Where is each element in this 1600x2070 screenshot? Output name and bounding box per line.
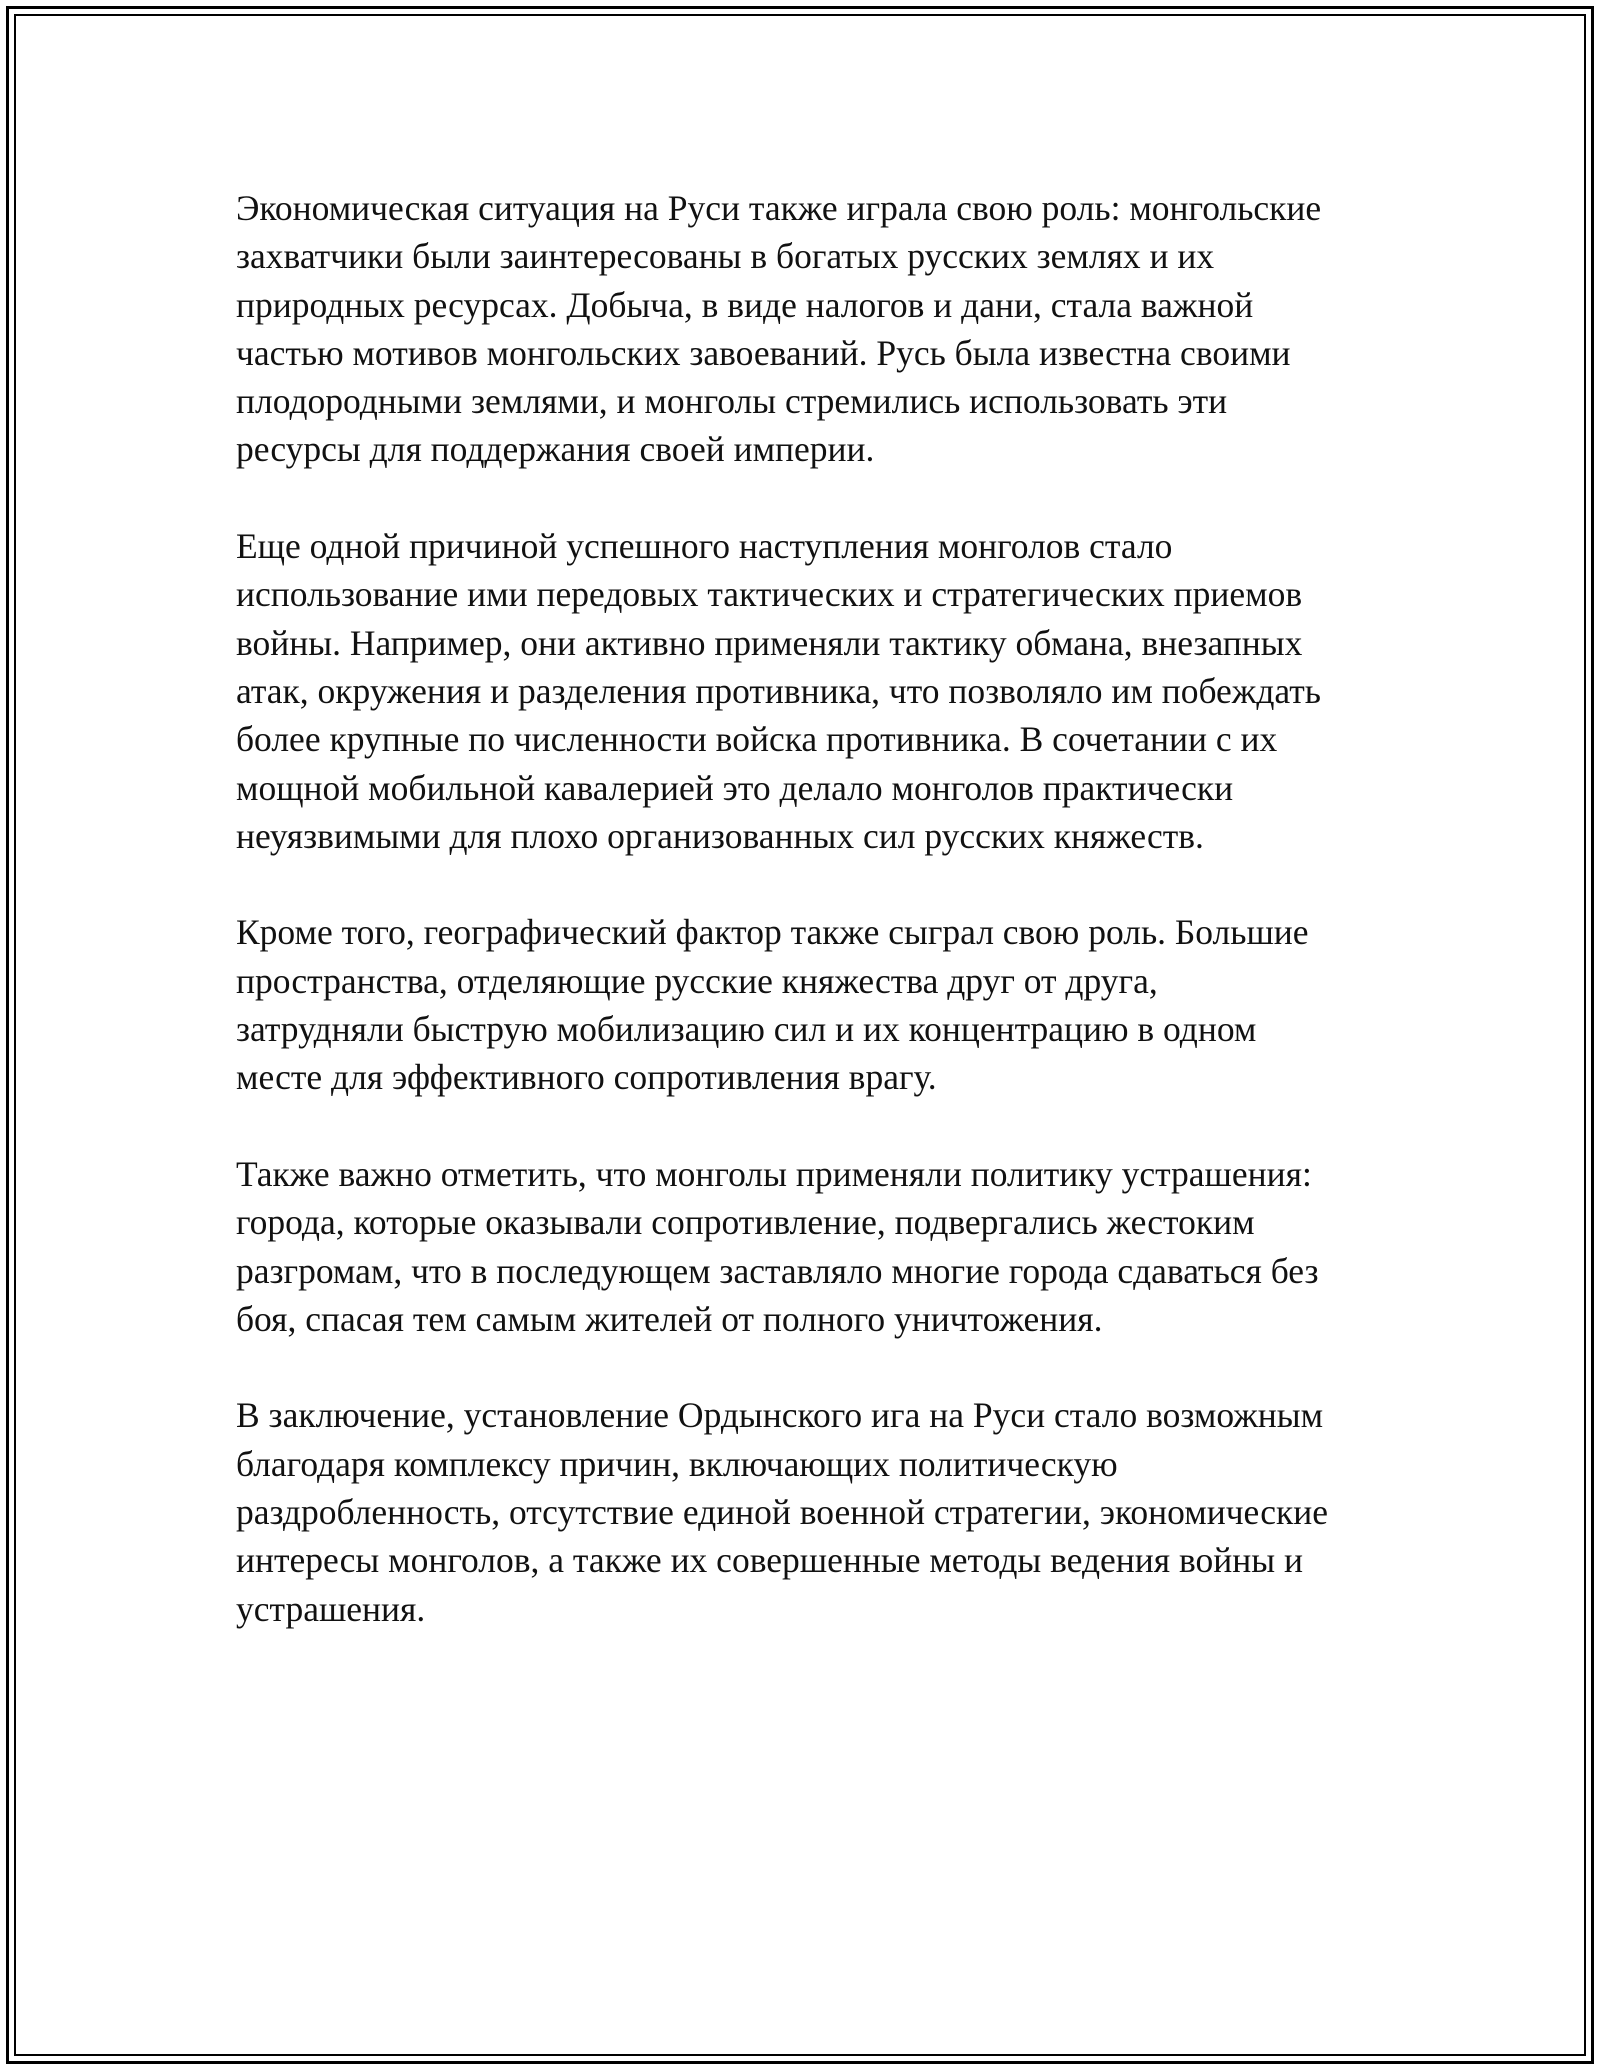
text-line: пространства, отделяющие русские княжества друг от друга, <box>236 960 1158 1001</box>
text-line: устрашения. <box>236 1588 426 1629</box>
text-line: плодородными землями, и монголы стремились использовать эти <box>236 381 1228 422</box>
text-line: частью мотивов монгольских завоеваний. Русь была известна своими <box>236 332 1291 373</box>
text-line: ресурсы для поддержания своей империи. <box>236 429 875 470</box>
text-line: захватчики были заинтересованы в богатых русских землях и их <box>236 236 1215 277</box>
paragraph-geography <box>236 908 1396 1101</box>
paragraph-intimidation <box>236 1150 1396 1343</box>
text-line: использование ими передовых тактических и стратегических приемов <box>236 574 1303 615</box>
text-line: более крупные по численности войска противника. В сочетании с их <box>236 719 1278 760</box>
text-line: благодаря комплексу причин, включающих политическую <box>236 1443 1118 1484</box>
text-line: Кроме того, географический фактор также сыграл свою роль. Большие <box>236 912 1309 953</box>
paragraph-economic-situation <box>236 184 1396 474</box>
text-line: мощной мобильной кавалерией это делало монголов практически <box>236 767 1234 808</box>
text-line: затрудняли быструю мобилизацию сил и их концентрацию в одном <box>236 1009 1257 1050</box>
text-line: Еще одной причиной успешного наступления монголов стало <box>236 526 1173 567</box>
text-line: Экономическая ситуация на Руси также играла свою роль: монгольские <box>236 188 1322 228</box>
document-body <box>236 184 1396 1681</box>
text-line: интересы монголов, а также их совершенные методы ведения войны и <box>236 1540 1303 1581</box>
text-line: месте для эффективного сопротивления врагу. <box>236 1057 937 1098</box>
paragraph-tactics <box>236 522 1396 860</box>
text-line: раздробленность, отсутствие единой военной стратегии, экономические <box>236 1492 1328 1533</box>
text-line: В заключение, установление Ордынского ига на Руси стало возможным <box>236 1395 1324 1436</box>
text-line: войны. Например, они активно применяли тактику обмана, внезапных <box>236 622 1303 663</box>
text-line: города, которые оказывали сопротивление, подвергались жестоким <box>236 1202 1255 1243</box>
text-line: боя, спасая тем самым жителей от полного уничтожения. <box>236 1298 1103 1339</box>
paragraph-conclusion <box>236 1391 1396 1632</box>
text-line: атак, окружения и разделения противника, что позволяло им побеждать <box>236 670 1321 711</box>
text-line: разгромам, что в последующем заставляло многие города сдаваться без <box>236 1250 1319 1291</box>
text-line: неуязвимыми для плохо организованных сил русских княжеств. <box>236 815 1204 856</box>
text-line: Также важно отметить, что монголы применяли политику устрашения: <box>236 1153 1312 1194</box>
text-line: природных ресурсах. Добыча, в виде налогов и дани, стала важной <box>236 284 1254 325</box>
